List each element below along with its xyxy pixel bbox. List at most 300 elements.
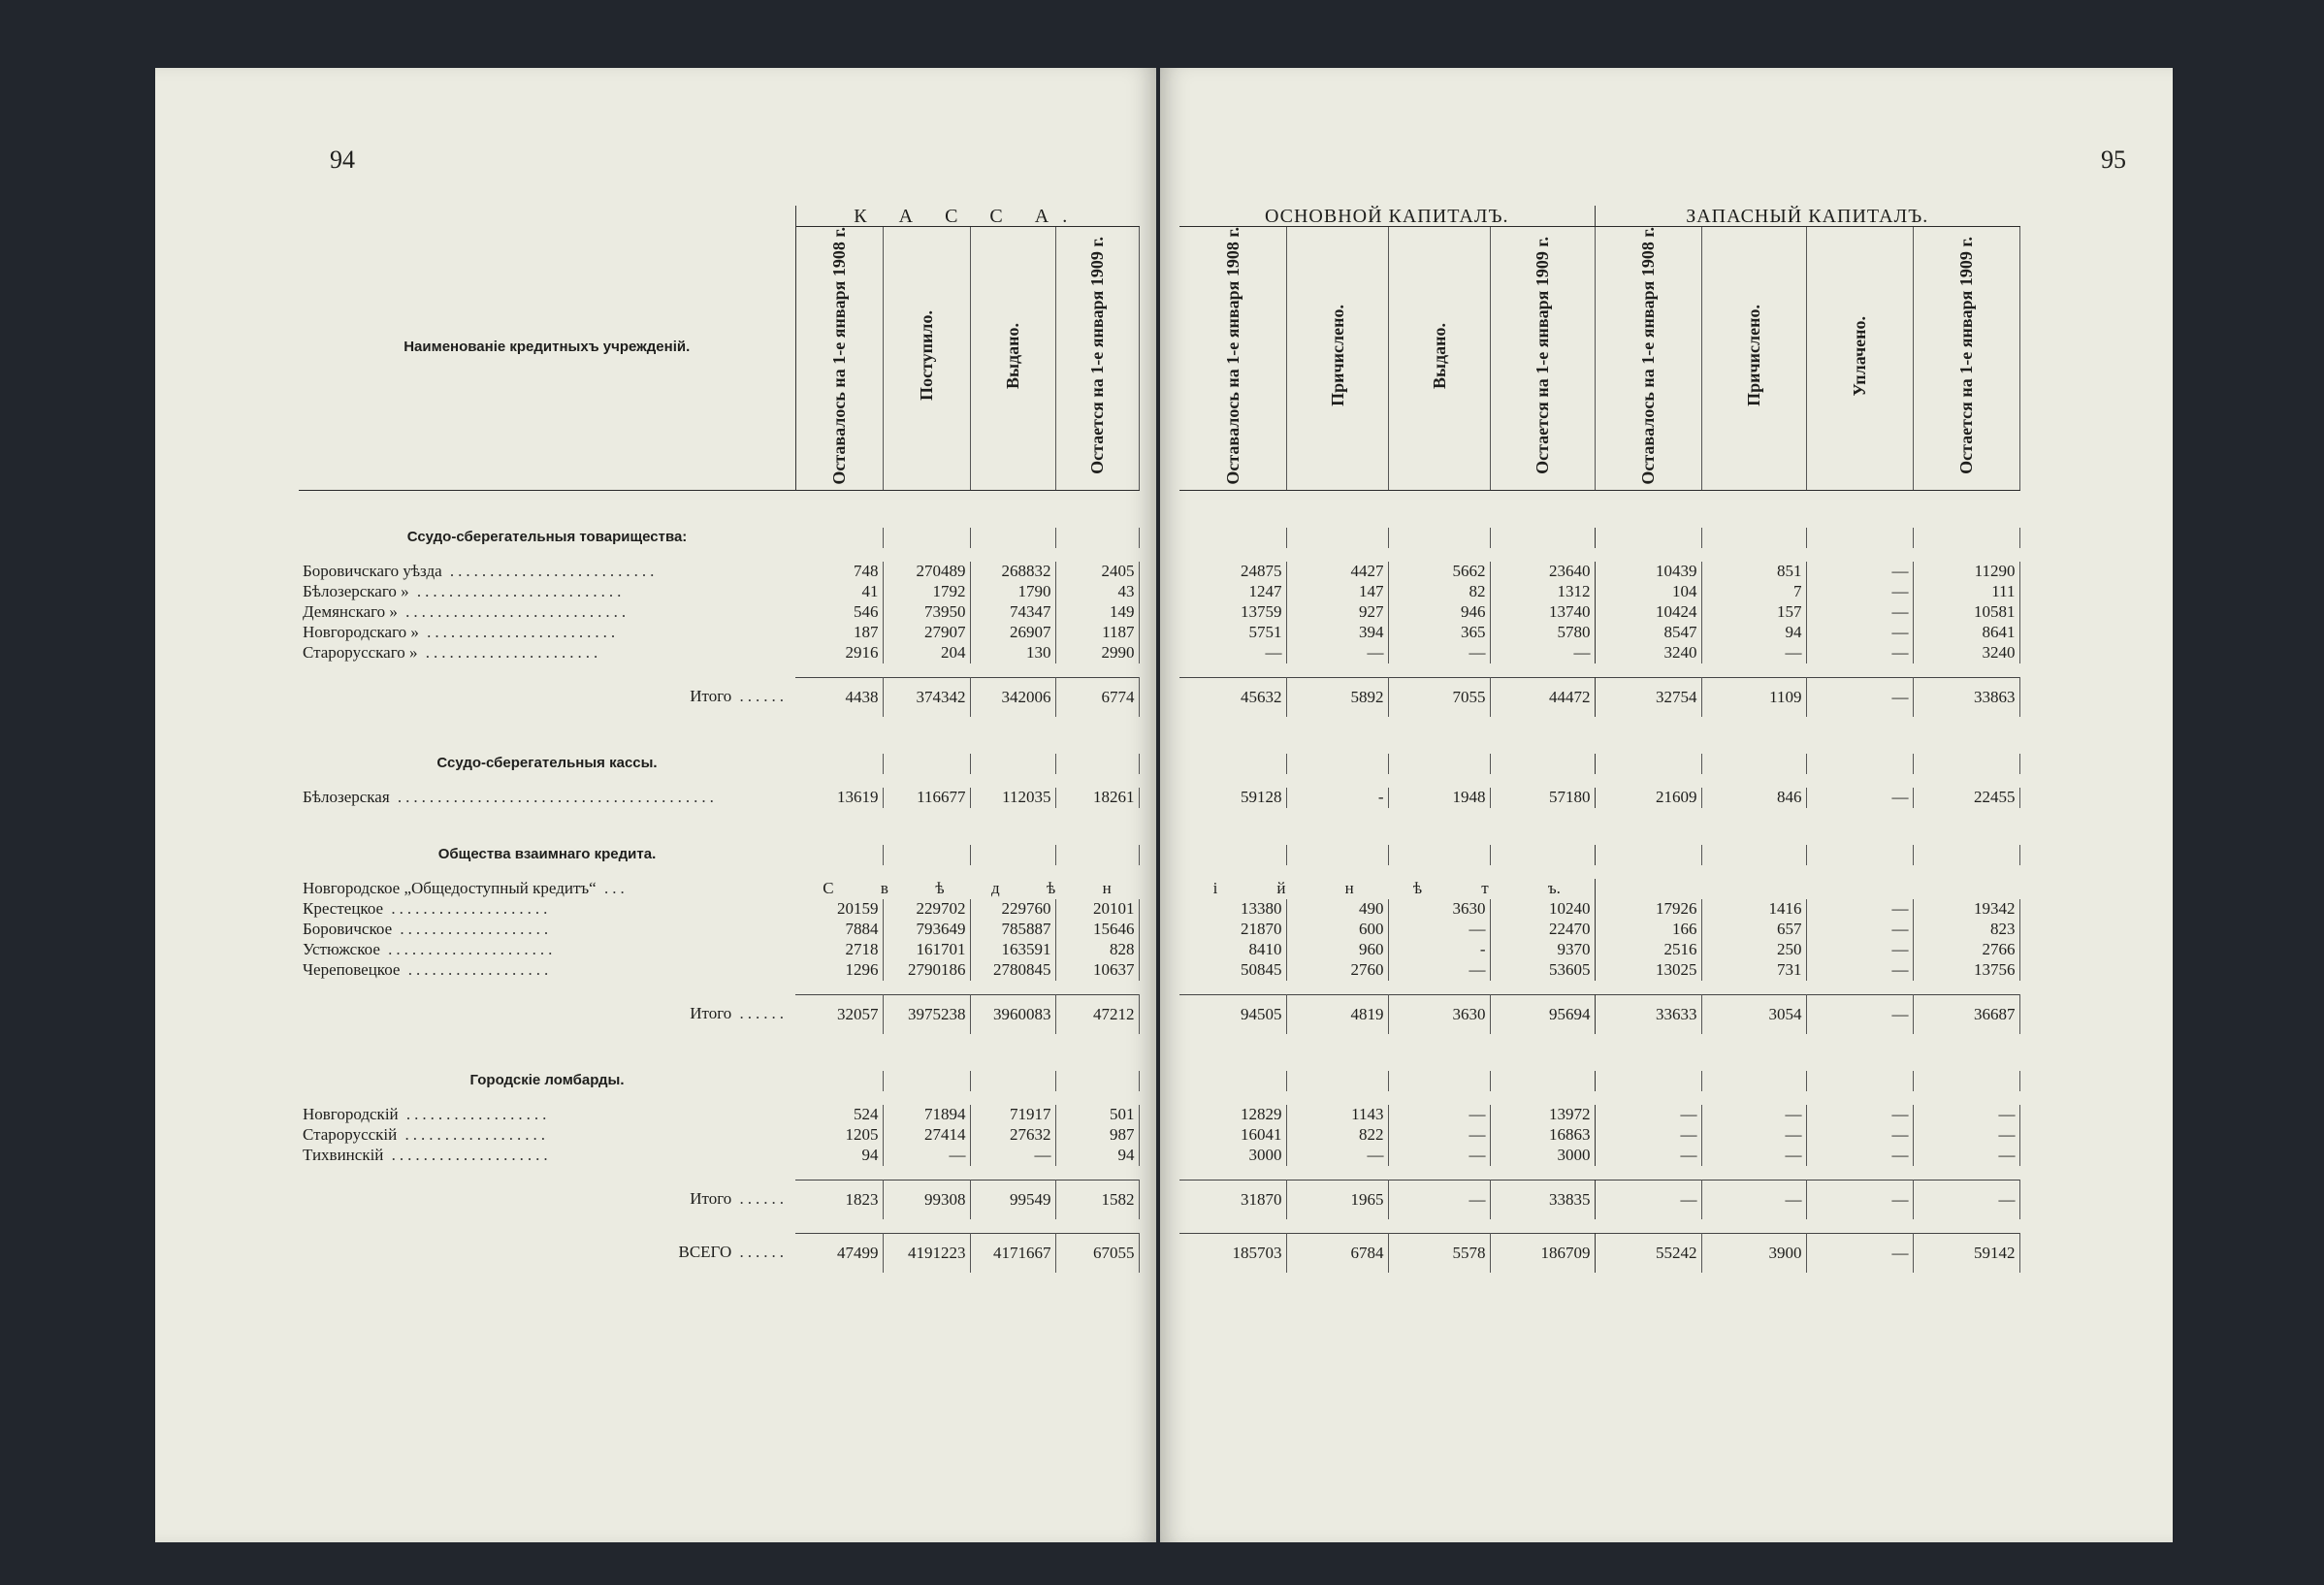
kassa-value: 149	[1055, 602, 1139, 623]
total-row	[1179, 677, 2019, 717]
leader-dots: ....................	[383, 1146, 552, 1165]
osn-value: 4427	[1286, 562, 1388, 582]
zap-header: ЗАПАСНЫЙ КАПИТАЛЪ.	[1595, 206, 2019, 227]
zap-value: 157	[1701, 602, 1806, 623]
spacer-row	[1179, 774, 2019, 788]
zap-col-header-text: Остается на 1-е января 1909 г.	[1956, 237, 1976, 475]
kassa-col-header-text: Выдано.	[1003, 322, 1022, 389]
zap-value: —	[1806, 582, 1913, 602]
header-sub-row	[1179, 227, 2019, 491]
zap-value: —	[1913, 1125, 2019, 1146]
institution-name	[299, 960, 795, 981]
table-row	[299, 1146, 1139, 1166]
osn-value: 927	[1286, 602, 1388, 623]
total-label-cell	[299, 1180, 795, 1219]
page-number-left: 94	[330, 146, 355, 174]
osn-value: —	[1286, 1146, 1388, 1166]
zap-total: —	[1806, 1180, 1913, 1219]
note-kassa-letters	[799, 879, 1135, 898]
osn-value: 2760	[1286, 960, 1388, 981]
kassa-total: 47212	[1055, 994, 1139, 1034]
spacer-row	[1179, 663, 2019, 678]
osn-value: 22470	[1490, 920, 1595, 940]
table-row	[1179, 960, 2019, 981]
zap-value: 250	[1701, 940, 1806, 960]
leader-dots: ......	[731, 687, 788, 706]
kassa-value: 204	[883, 643, 970, 663]
kassa-value: 2405	[1055, 562, 1139, 582]
kassa-value: 112035	[970, 788, 1055, 808]
table-row	[299, 643, 1139, 663]
spacer-row	[1179, 981, 2019, 995]
zap-value: 8641	[1913, 623, 2019, 643]
institution-name	[299, 623, 795, 643]
note-letter: ѣ	[1047, 879, 1056, 898]
osn-col-header-text: Оставалось на 1-е января 1908 г.	[1222, 227, 1243, 485]
kassa-total: 3975238	[883, 994, 970, 1034]
kassa-col-header	[970, 227, 1055, 491]
osn-value: 16041	[1179, 1125, 1286, 1146]
osn-value: —	[1388, 960, 1490, 981]
kassa-value: 1205	[795, 1125, 883, 1146]
osn-total: 7055	[1388, 677, 1490, 717]
kassa-total: 4171667	[970, 1233, 1055, 1273]
institution-name-text: Тихвинскій	[303, 1146, 384, 1165]
spacer-row	[299, 774, 1139, 788]
kassa-value: 7884	[795, 920, 883, 940]
osn-value: 5662	[1388, 562, 1490, 582]
spacer-row	[299, 865, 1139, 879]
zap-value: —	[1806, 920, 1913, 940]
institution-name	[299, 562, 795, 582]
spacer-row	[299, 717, 1139, 754]
table-row	[1179, 1105, 2019, 1125]
institution-name	[299, 1125, 795, 1146]
leader-dots: ............................	[397, 602, 630, 622]
note-letter: н	[1102, 879, 1112, 898]
zap-value: 22455	[1913, 788, 2019, 808]
spacer-row	[299, 1166, 1139, 1181]
table-row	[299, 602, 1139, 623]
note-letter: ъ.	[1547, 879, 1561, 898]
zap-total: —	[1806, 677, 1913, 717]
zap-value: —	[1806, 643, 1913, 663]
institution-name	[299, 1105, 795, 1125]
table-row	[1179, 1146, 2019, 1166]
osn-value: —	[1388, 920, 1490, 940]
zap-total: 3054	[1701, 994, 1806, 1034]
osn-value: 822	[1286, 1125, 1388, 1146]
osn-value: 365	[1388, 623, 1490, 643]
section-title: Городскіе ломбарды.	[469, 1072, 625, 1089]
osn-value: 946	[1388, 602, 1490, 623]
table-row	[299, 582, 1139, 602]
total-label: ВСЕГО	[678, 1243, 732, 1262]
spacer-row	[1179, 717, 2019, 754]
spacer-row	[1179, 1091, 2019, 1105]
osn-value: 13972	[1490, 1105, 1595, 1125]
spacer-row	[1179, 490, 2019, 528]
zap-value: —	[1701, 1105, 1806, 1125]
osn-value: 490	[1286, 899, 1388, 920]
osn-value: 3630	[1388, 899, 1490, 920]
zap-value: —	[1806, 602, 1913, 623]
zap-col-header-text: Уплачено.	[1850, 315, 1869, 397]
osn-value: 5751	[1179, 623, 1286, 643]
leader-dots: ......	[731, 1243, 788, 1262]
institution-name-text: Крестецкое	[303, 899, 384, 919]
spacer-row	[299, 1219, 1139, 1234]
osn-value: 960	[1286, 940, 1388, 960]
note-row	[299, 879, 1139, 899]
osn-value: 13759	[1179, 602, 1286, 623]
zap-value: 3240	[1595, 643, 1701, 663]
institution-name	[299, 788, 795, 808]
grand-total-row	[299, 1233, 1139, 1273]
kassa-value: 1296	[795, 960, 883, 981]
note-name	[299, 879, 795, 899]
note-letter: ѣ	[935, 879, 945, 898]
zap-value: —	[1806, 1146, 1913, 1166]
osn-total: 4819	[1286, 994, 1388, 1034]
spacer-row	[1179, 808, 2019, 845]
zap-total: 3900	[1701, 1233, 1806, 1273]
note-letter: ѣ	[1412, 879, 1423, 898]
total-label-cell	[299, 994, 795, 1034]
table-row	[299, 562, 1139, 582]
table-row	[1179, 643, 2019, 663]
kassa-value: 41	[795, 582, 883, 602]
table-row	[1179, 899, 2019, 920]
leader-dots: ..................	[397, 1125, 549, 1145]
zap-value: 10424	[1595, 602, 1701, 623]
zap-value: 823	[1913, 920, 2019, 940]
spacer-row	[299, 808, 1139, 845]
osn-value: 13740	[1490, 602, 1595, 623]
kassa-value: —	[883, 1146, 970, 1166]
note-kassa	[795, 879, 1139, 899]
zap-value: —	[1913, 1105, 2019, 1125]
zap-col-header	[1595, 227, 1701, 491]
institution-name-text: Бѣлозерскаго »	[303, 582, 409, 601]
kassa-value: 18261	[1055, 788, 1139, 808]
right-page	[1160, 68, 2173, 1542]
osn-value: 394	[1286, 623, 1388, 643]
kassa-header: К А С С А.	[795, 206, 1139, 227]
kassa-value: 1187	[1055, 623, 1139, 643]
spacer-row	[299, 548, 1139, 562]
zap-col-header-text: Оставалось на 1-е января 1908 г.	[1638, 227, 1658, 485]
institution-name	[299, 602, 795, 623]
zap-value: —	[1595, 1125, 1701, 1146]
leader-dots: ......................	[417, 643, 602, 663]
table-row	[299, 899, 1139, 920]
leader-dots: ...................	[392, 920, 553, 939]
section-title-row	[299, 845, 1139, 865]
kassa-value: 163591	[970, 940, 1055, 960]
kassa-value: 20159	[795, 899, 883, 920]
leader-dots: ......	[731, 1189, 788, 1209]
zap-total: —	[1806, 994, 1913, 1034]
kassa-total: 374342	[883, 677, 970, 717]
institution-name-text: Бѣлозерская	[303, 788, 390, 807]
kassa-value: 161701	[883, 940, 970, 960]
section-title-row	[1179, 754, 2019, 774]
kassa-value: 94	[795, 1146, 883, 1166]
table-row	[299, 1125, 1139, 1146]
osn-value: —	[1490, 643, 1595, 663]
zap-value: 2516	[1595, 940, 1701, 960]
table-row	[299, 940, 1139, 960]
institution-name	[299, 940, 795, 960]
zap-value: 731	[1701, 960, 1806, 981]
note-letter: в	[880, 879, 888, 898]
osn-value: -	[1388, 940, 1490, 960]
kassa-value: 748	[795, 562, 883, 582]
kassa-value: —	[970, 1146, 1055, 1166]
zap-value: 10439	[1595, 562, 1701, 582]
zap-value: 94	[1701, 623, 1806, 643]
kassa-value: 987	[1055, 1125, 1139, 1146]
kassa-value: 828	[1055, 940, 1139, 960]
kassa-value: 229702	[883, 899, 970, 920]
zap-value: 10581	[1913, 602, 2019, 623]
zap-value: 3240	[1913, 643, 2019, 663]
kassa-total: 47499	[795, 1233, 883, 1273]
institution-name	[299, 1146, 795, 1166]
osn-value: 8410	[1179, 940, 1286, 960]
zap-value: 17926	[1595, 899, 1701, 920]
zap-value: —	[1806, 1125, 1913, 1146]
zap-value: 11290	[1913, 562, 2019, 582]
osn-value: 1312	[1490, 582, 1595, 602]
kassa-value: 20101	[1055, 899, 1139, 920]
osn-total: 6784	[1286, 1233, 1388, 1273]
leader-dots: ...	[596, 879, 629, 898]
zap-value: 846	[1701, 788, 1806, 808]
table-row	[1179, 582, 2019, 602]
osn-col-header-text: Остается на 1-е января 1909 г.	[1533, 237, 1552, 475]
total-label-cell	[299, 677, 795, 717]
kassa-value: 1790	[970, 582, 1055, 602]
kassa-value: 268832	[970, 562, 1055, 582]
zap-value: —	[1701, 1146, 1806, 1166]
zap-value: —	[1701, 1125, 1806, 1146]
osn-col-header	[1388, 227, 1490, 491]
osn-value: 3000	[1490, 1146, 1595, 1166]
total-row	[299, 677, 1139, 717]
osn-value: 1143	[1286, 1105, 1388, 1125]
osn-total: —	[1388, 1180, 1490, 1219]
osn-total: 45632	[1179, 677, 1286, 717]
zap-value: 2766	[1913, 940, 2019, 960]
leader-dots: ..........................	[408, 582, 626, 601]
osn-total: 33835	[1490, 1180, 1595, 1219]
table-row	[1179, 623, 2019, 643]
institution-name-text: Устюжское	[303, 940, 380, 959]
zap-value: —	[1913, 1146, 2019, 1166]
zap-value: 8547	[1595, 623, 1701, 643]
kassa-col-header	[883, 227, 970, 491]
kassa-value: 229760	[970, 899, 1055, 920]
table-row	[1179, 940, 2019, 960]
spacer-row	[299, 1091, 1139, 1105]
leader-dots: ......	[731, 1004, 788, 1023]
kassa-total: 6774	[1055, 677, 1139, 717]
zap-total: 55242	[1595, 1233, 1701, 1273]
kassa-total: 3960083	[970, 994, 1055, 1034]
section-title-row	[1179, 845, 2019, 865]
spacer-row	[1179, 1166, 2019, 1181]
zap-value: —	[1806, 788, 1913, 808]
kassa-value: 116677	[883, 788, 970, 808]
zap-total: 59142	[1913, 1233, 2019, 1273]
section-title-row	[1179, 528, 2019, 548]
kassa-col-header-text: Поступило.	[917, 310, 936, 402]
kassa-value: 270489	[883, 562, 970, 582]
kassa-col-header-text: Остается на 1-е января 1909 г.	[1087, 237, 1107, 475]
osn-value: —	[1388, 1105, 1490, 1125]
leader-dots: ....................	[383, 899, 552, 919]
spacer-row	[299, 981, 1139, 995]
zap-value: 657	[1701, 920, 1806, 940]
right-table	[1179, 206, 2020, 1273]
kassa-value: 2790186	[883, 960, 970, 981]
kassa-value: 524	[795, 1105, 883, 1125]
institution-name-text: Старорусскаго »	[303, 643, 418, 663]
osn-total: 186709	[1490, 1233, 1595, 1273]
section-title: Ссудо-сберегательныя товарищества:	[406, 529, 688, 546]
kassa-value: 94	[1055, 1146, 1139, 1166]
table-row	[299, 623, 1139, 643]
leader-dots: ........................	[418, 623, 620, 642]
kassa-total: 99308	[883, 1180, 970, 1219]
total-label: Итого	[690, 687, 732, 706]
zap-value: 19342	[1913, 899, 2019, 920]
zap-total: —	[1913, 1180, 2019, 1219]
note-name-text: Новгородское „Общедоступный кредитъ“	[303, 879, 597, 898]
kassa-total: 67055	[1055, 1233, 1139, 1273]
kassa-value: 793649	[883, 920, 970, 940]
osn-value: 1247	[1179, 582, 1286, 602]
zap-col-header-text: Причислено.	[1744, 305, 1763, 407]
osn-col-header	[1490, 227, 1595, 491]
osn-value: —	[1388, 1146, 1490, 1166]
osn-value: 600	[1286, 920, 1388, 940]
spacer-row	[299, 490, 1139, 528]
osn-value: 50845	[1179, 960, 1286, 981]
kassa-value: 10637	[1055, 960, 1139, 981]
osn-total: 44472	[1490, 677, 1595, 717]
osn-value: —	[1388, 643, 1490, 663]
kassa-value: 71917	[970, 1105, 1055, 1125]
note-osn	[1179, 879, 1595, 899]
zap-value: 104	[1595, 582, 1701, 602]
zap-total: 33633	[1595, 994, 1701, 1034]
osn-value: 57180	[1490, 788, 1595, 808]
osn-value: 16863	[1490, 1125, 1595, 1146]
section-title: Ссудо-сберегательныя кассы.	[436, 755, 658, 772]
kassa-value: 501	[1055, 1105, 1139, 1125]
osn-value: 5780	[1490, 623, 1595, 643]
leader-dots: ..........................	[441, 562, 659, 581]
note-letter: д	[990, 879, 1000, 898]
note-letter: С	[823, 879, 834, 898]
note-row	[1179, 879, 2019, 899]
osn-value: —	[1388, 1125, 1490, 1146]
kassa-col-header-text: Оставалось на 1-е января 1908 г.	[829, 227, 849, 485]
leader-dots: ........................................	[389, 788, 718, 807]
page-number-right: 95	[2101, 146, 2126, 174]
kassa-total: 1823	[795, 1180, 883, 1219]
grand-total-row	[1179, 1233, 2019, 1273]
table-row	[1179, 562, 2019, 582]
table-row	[299, 920, 1139, 940]
institution-name-text: Боровичскаго уѣзда	[303, 562, 442, 581]
section-title-row	[299, 1071, 1139, 1091]
zap-value: 7	[1701, 582, 1806, 602]
total-row	[299, 1180, 1139, 1219]
name-column-header-text: Наименованіе кредитныхъ учрежденій.	[403, 339, 691, 356]
osn-value: —	[1286, 643, 1388, 663]
zap-value: —	[1595, 1146, 1701, 1166]
zap-value: —	[1806, 940, 1913, 960]
zap-total: —	[1806, 1233, 1913, 1273]
kassa-value: 27907	[883, 623, 970, 643]
osn-value: 1948	[1388, 788, 1490, 808]
note-letter: й	[1276, 879, 1286, 898]
table-row	[1179, 1125, 2019, 1146]
leader-dots: ..................	[398, 1105, 551, 1124]
zap-value: —	[1806, 562, 1913, 582]
kassa-value: 785887	[970, 920, 1055, 940]
zap-col-header	[1913, 227, 2019, 491]
institution-name-text: Новгородскій	[303, 1105, 399, 1124]
kassa-total: 1582	[1055, 1180, 1139, 1219]
kassa-total: 99549	[970, 1180, 1055, 1219]
zap-value: —	[1806, 960, 1913, 981]
osn-total: 94505	[1179, 994, 1286, 1034]
zap-total: 33863	[1913, 677, 2019, 717]
kassa-value: 27414	[883, 1125, 970, 1146]
osn-total: 31870	[1179, 1180, 1286, 1219]
kassa-value: 2780845	[970, 960, 1055, 981]
osn-value: 147	[1286, 582, 1388, 602]
kassa-value: 74347	[970, 602, 1055, 623]
kassa-total: 4438	[795, 677, 883, 717]
spacer-row	[1179, 548, 2019, 562]
kassa-total: 342006	[970, 677, 1055, 717]
table-row	[1179, 920, 2019, 940]
total-row	[1179, 994, 2019, 1034]
zap-value: 166	[1595, 920, 1701, 940]
leader-dots: .....................	[379, 940, 557, 959]
osn-total: 185703	[1179, 1233, 1286, 1273]
zap-value: —	[1806, 623, 1913, 643]
osn-value: 24875	[1179, 562, 1286, 582]
header-group-row	[1179, 206, 2019, 227]
spacer-row	[1179, 1034, 2019, 1071]
section-title-row	[299, 528, 1139, 548]
osn-value: —	[1179, 643, 1286, 663]
table-row	[299, 960, 1139, 981]
kassa-value: 73950	[883, 602, 970, 623]
kassa-col-header	[795, 227, 883, 491]
total-label-cell	[299, 1233, 795, 1273]
kassa-value: 130	[970, 643, 1055, 663]
total-row	[1179, 1180, 2019, 1219]
note-letter: т	[1481, 879, 1489, 898]
